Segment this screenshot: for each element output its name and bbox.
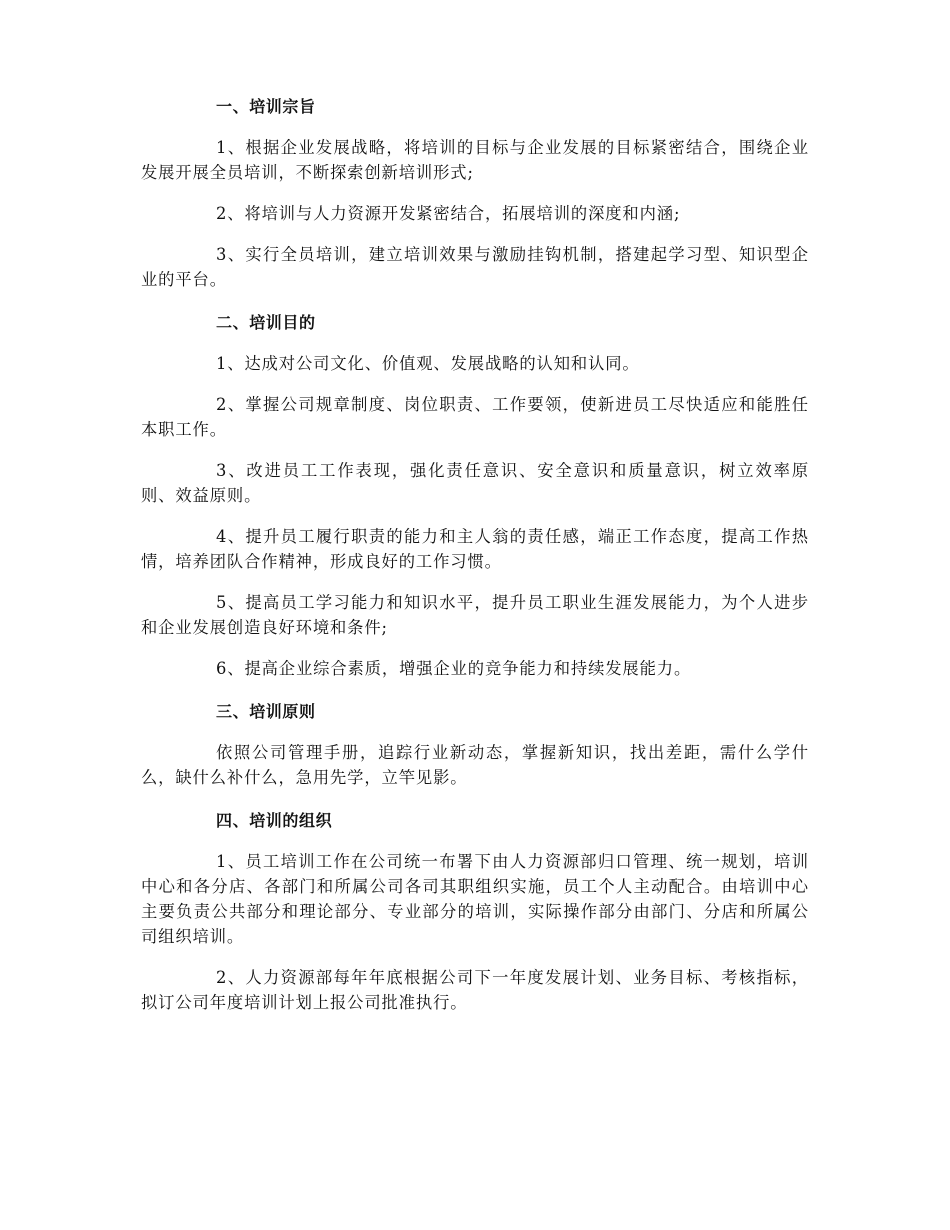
paragraph: 依照公司管理手册，追踪行业新动态，掌握新知识，找出差距，需什么学什么，缺什么补什么，急用先学，立竿见影。 [141, 743, 809, 787]
paragraph: 2、人力资源部每年年底根据公司下一年度发展计划、业务目标、考核指标，拟订公司年度培训计划上报公司批准执行。 [141, 968, 809, 1012]
paragraph: 1、员工培训工作在公司统一布署下由人力资源部归口管理、统一规划，培训中心和各分店、各部门和所属公司各司其职组织实施，员工个人主动配合。由培训中心主要负责公共部分和理论部分、专业部分的培训，实际操作部分由部门、分店和所属公司组织培训。 [141, 852, 809, 946]
paragraph: 4、提升员工履行职责的能力和主人翁的责任感，端正工作态度，提高工作热情，培养团队合作精神，形成良好的工作习惯。 [141, 527, 809, 571]
paragraph: 2、掌握公司规章制度、岗位职责、工作要领，使新进员工尽快适应和能胜任本职工作。 [141, 395, 809, 439]
document-page [141, 92, 809, 1015]
section-heading-organization: 四、培训的组织 [216, 811, 333, 830]
paragraph: 6、提高企业综合素质，增强企业的竞争能力和持续发展能力。 [216, 659, 692, 678]
section-heading-purpose: 一、培训宗旨 [216, 97, 316, 116]
section-heading-objectives: 二、培训目的 [216, 313, 316, 332]
paragraph: 2、将培训与人力资源开发紧密结合，拓展培训的深度和内涵; [216, 204, 681, 223]
section-heading-principles: 三、培训原则 [216, 702, 316, 721]
paragraph: 3、改进员工工作表现，强化责任意识、安全意识和质量意识，树立效率原则、效益原则。 [141, 461, 809, 505]
paragraph: 1、达成对公司文化、价值观、发展战略的认知和认同。 [216, 354, 640, 373]
paragraph: 1、根据企业发展战略，将培训的目标与企业发展的目标紧密结合，围绕企业发展开展全员培训，不断探索创新培训形式; [141, 138, 809, 182]
paragraph: 5、提高员工学习能力和知识水平，提升员工职业生涯发展能力，为个人进步和企业发展创造良好环境和条件; [141, 593, 809, 637]
paragraph: 3、实行全员培训，建立培训效果与激励挂钩机制，搭建起学习型、知识型企业的平台。 [141, 245, 809, 289]
